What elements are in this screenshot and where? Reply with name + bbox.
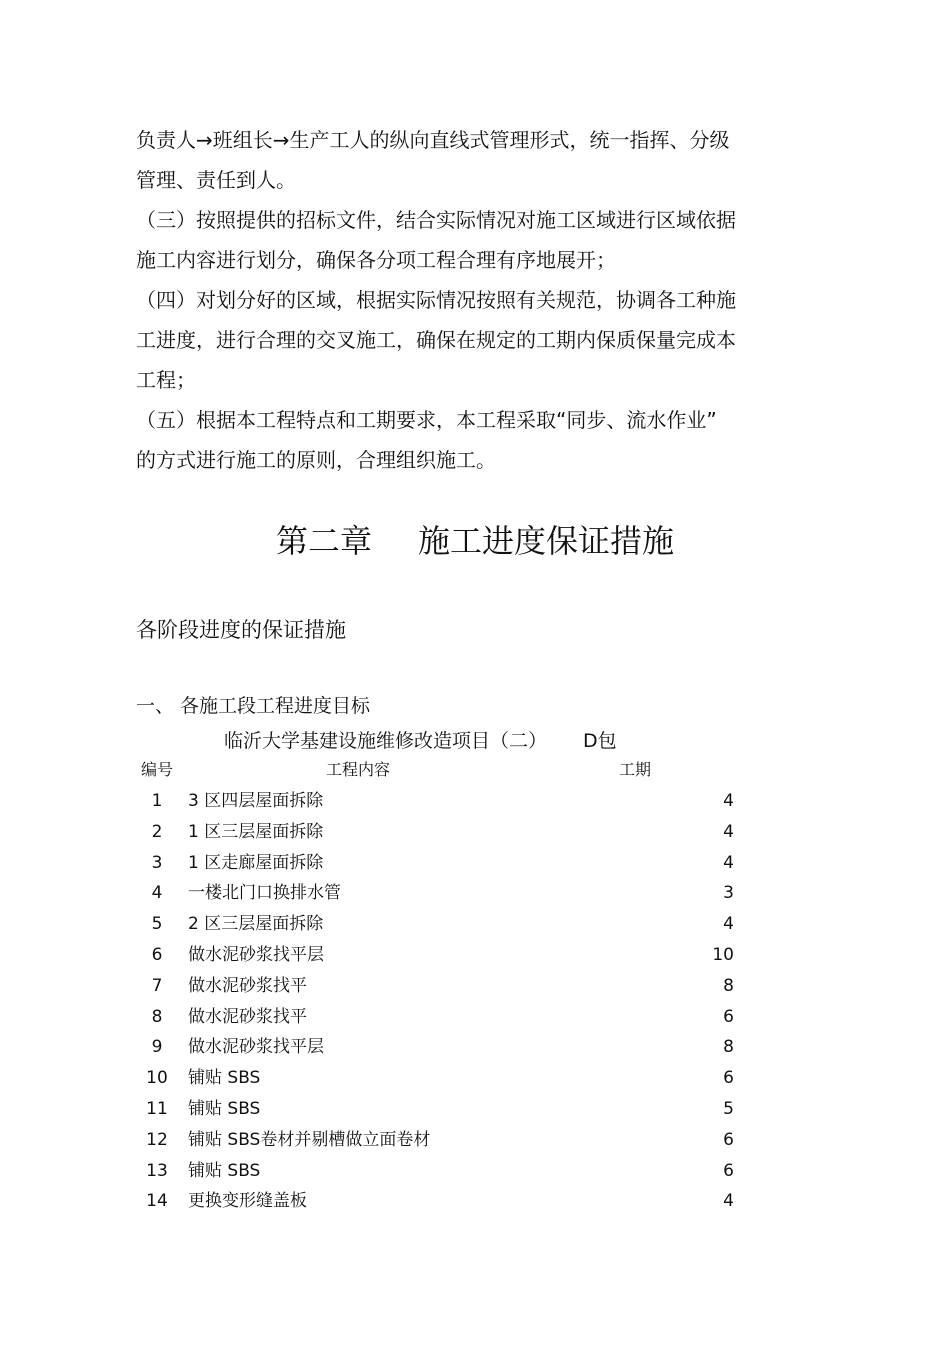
row-content: 一楼北门口换排水管 bbox=[188, 883, 341, 904]
paragraph-line: 工进度，进行合理的交叉施工，确保在规定的工期内保质保量完成本 bbox=[136, 328, 736, 352]
paragraph-line: 管理、责任到人。 bbox=[136, 168, 296, 192]
header-duration: 工期 bbox=[619, 760, 652, 779]
paragraph-line: （五）根据本工程特点和工期要求，本工程采取“同步、流水作业” bbox=[136, 408, 717, 432]
row-content: 更换变形缝盖板 bbox=[188, 1191, 307, 1212]
row-duration: 6 bbox=[723, 1160, 734, 1181]
paragraph-item-3 bbox=[136, 200, 776, 280]
row-duration: 4 bbox=[723, 791, 734, 811]
paragraph-item-5 bbox=[136, 400, 776, 480]
chapter-heading bbox=[0, 518, 950, 564]
row-content: 做水泥砂浆找平层 bbox=[188, 1037, 324, 1058]
chapter-title: 施工进度保证措施 bbox=[418, 522, 675, 560]
row-content: 1 区走廊屋面拆除 bbox=[188, 852, 324, 873]
table-row bbox=[0, 1094, 950, 1124]
row-number: 8 bbox=[151, 1006, 163, 1027]
row-number: 6 bbox=[151, 945, 163, 965]
header-content: 工程内容 bbox=[326, 760, 391, 779]
row-number: 9 bbox=[151, 1037, 163, 1058]
row-content: 做水泥砂浆找平层 bbox=[188, 945, 324, 965]
chapter-number: 第二章 bbox=[275, 522, 372, 560]
row-duration: 10 bbox=[712, 945, 734, 965]
project-name: 临沂大学基建设施维修改造项目（二） bbox=[224, 730, 548, 752]
row-number: 3 bbox=[151, 852, 163, 873]
table-row bbox=[0, 1032, 950, 1062]
row-duration: 5 bbox=[723, 1099, 734, 1119]
row-content: 2 区三层屋面拆除 bbox=[188, 914, 324, 935]
paragraph-line: 的方式进行施工的原则，合理组织施工。 bbox=[136, 448, 496, 472]
row-content: 铺贴 SBS bbox=[188, 1160, 261, 1181]
row-duration: 3 bbox=[723, 883, 734, 904]
row-duration: 8 bbox=[723, 975, 734, 996]
row-duration: 6 bbox=[723, 1129, 734, 1150]
row-number: 11 bbox=[146, 1099, 168, 1119]
row-content: 铺贴 SBS bbox=[188, 1068, 261, 1089]
header-no: 编号 bbox=[141, 760, 174, 779]
section-title: 各阶段进度的保证措施 bbox=[136, 618, 346, 642]
row-number: 2 bbox=[151, 821, 163, 842]
row-content: 做水泥砂浆找平 bbox=[188, 975, 307, 996]
table-row bbox=[0, 1125, 950, 1155]
paragraph-line: （四）对划分好的区域，根据实际情况按照有关规范，协调各工种施 bbox=[136, 288, 736, 312]
row-content: 铺贴 SBS卷材并剔槽做立面卷材 bbox=[188, 1129, 431, 1150]
row-duration: 4 bbox=[723, 821, 734, 842]
table-row bbox=[0, 817, 950, 847]
row-content: 做水泥砂浆找平 bbox=[188, 1006, 307, 1027]
row-number: 4 bbox=[151, 883, 163, 904]
package-label: D包 bbox=[583, 730, 617, 752]
table-row bbox=[0, 940, 950, 970]
row-duration: 4 bbox=[723, 914, 734, 935]
row-number: 7 bbox=[151, 975, 163, 996]
table-row bbox=[0, 909, 950, 939]
table-title bbox=[224, 727, 617, 755]
row-content: 1 区三层屋面拆除 bbox=[188, 821, 324, 842]
row-duration: 4 bbox=[723, 852, 734, 873]
row-content: 3 区四层屋面拆除 bbox=[188, 791, 324, 811]
row-duration: 6 bbox=[723, 1068, 734, 1089]
row-number: 1 bbox=[151, 791, 163, 811]
table-row bbox=[0, 878, 950, 908]
table-row bbox=[0, 971, 950, 1001]
row-number: 5 bbox=[151, 914, 163, 935]
row-number: 10 bbox=[146, 1068, 168, 1089]
row-number: 12 bbox=[146, 1129, 168, 1150]
table-row bbox=[0, 848, 950, 878]
table-row bbox=[0, 1063, 950, 1093]
row-number: 14 bbox=[146, 1191, 168, 1212]
row-duration: 8 bbox=[723, 1037, 734, 1058]
paragraph-management-form bbox=[136, 120, 776, 200]
subsection-title: 一、 各施工段工程进度目标 bbox=[136, 695, 371, 717]
paragraph-line: 施工内容进行划分，确保各分项工程合理有序地展开； bbox=[136, 248, 616, 272]
row-duration: 4 bbox=[723, 1191, 734, 1212]
paragraph-line: 负责人→班组长→生产工人的纵向直线式管理形式，统一指挥、分级 bbox=[136, 128, 730, 152]
table-row bbox=[0, 1186, 950, 1216]
table-row bbox=[0, 1002, 950, 1032]
table-row bbox=[0, 786, 950, 816]
row-number: 13 bbox=[146, 1160, 168, 1181]
paragraph-item-4 bbox=[136, 280, 776, 400]
row-content: 铺贴 SBS bbox=[188, 1099, 261, 1119]
table-row bbox=[0, 1156, 950, 1186]
row-duration: 6 bbox=[723, 1006, 734, 1027]
paragraph-line: 工程； bbox=[136, 368, 196, 392]
paragraph-line: （三）按照提供的招标文件，结合实际情况对施工区域进行区域依据 bbox=[136, 208, 736, 232]
